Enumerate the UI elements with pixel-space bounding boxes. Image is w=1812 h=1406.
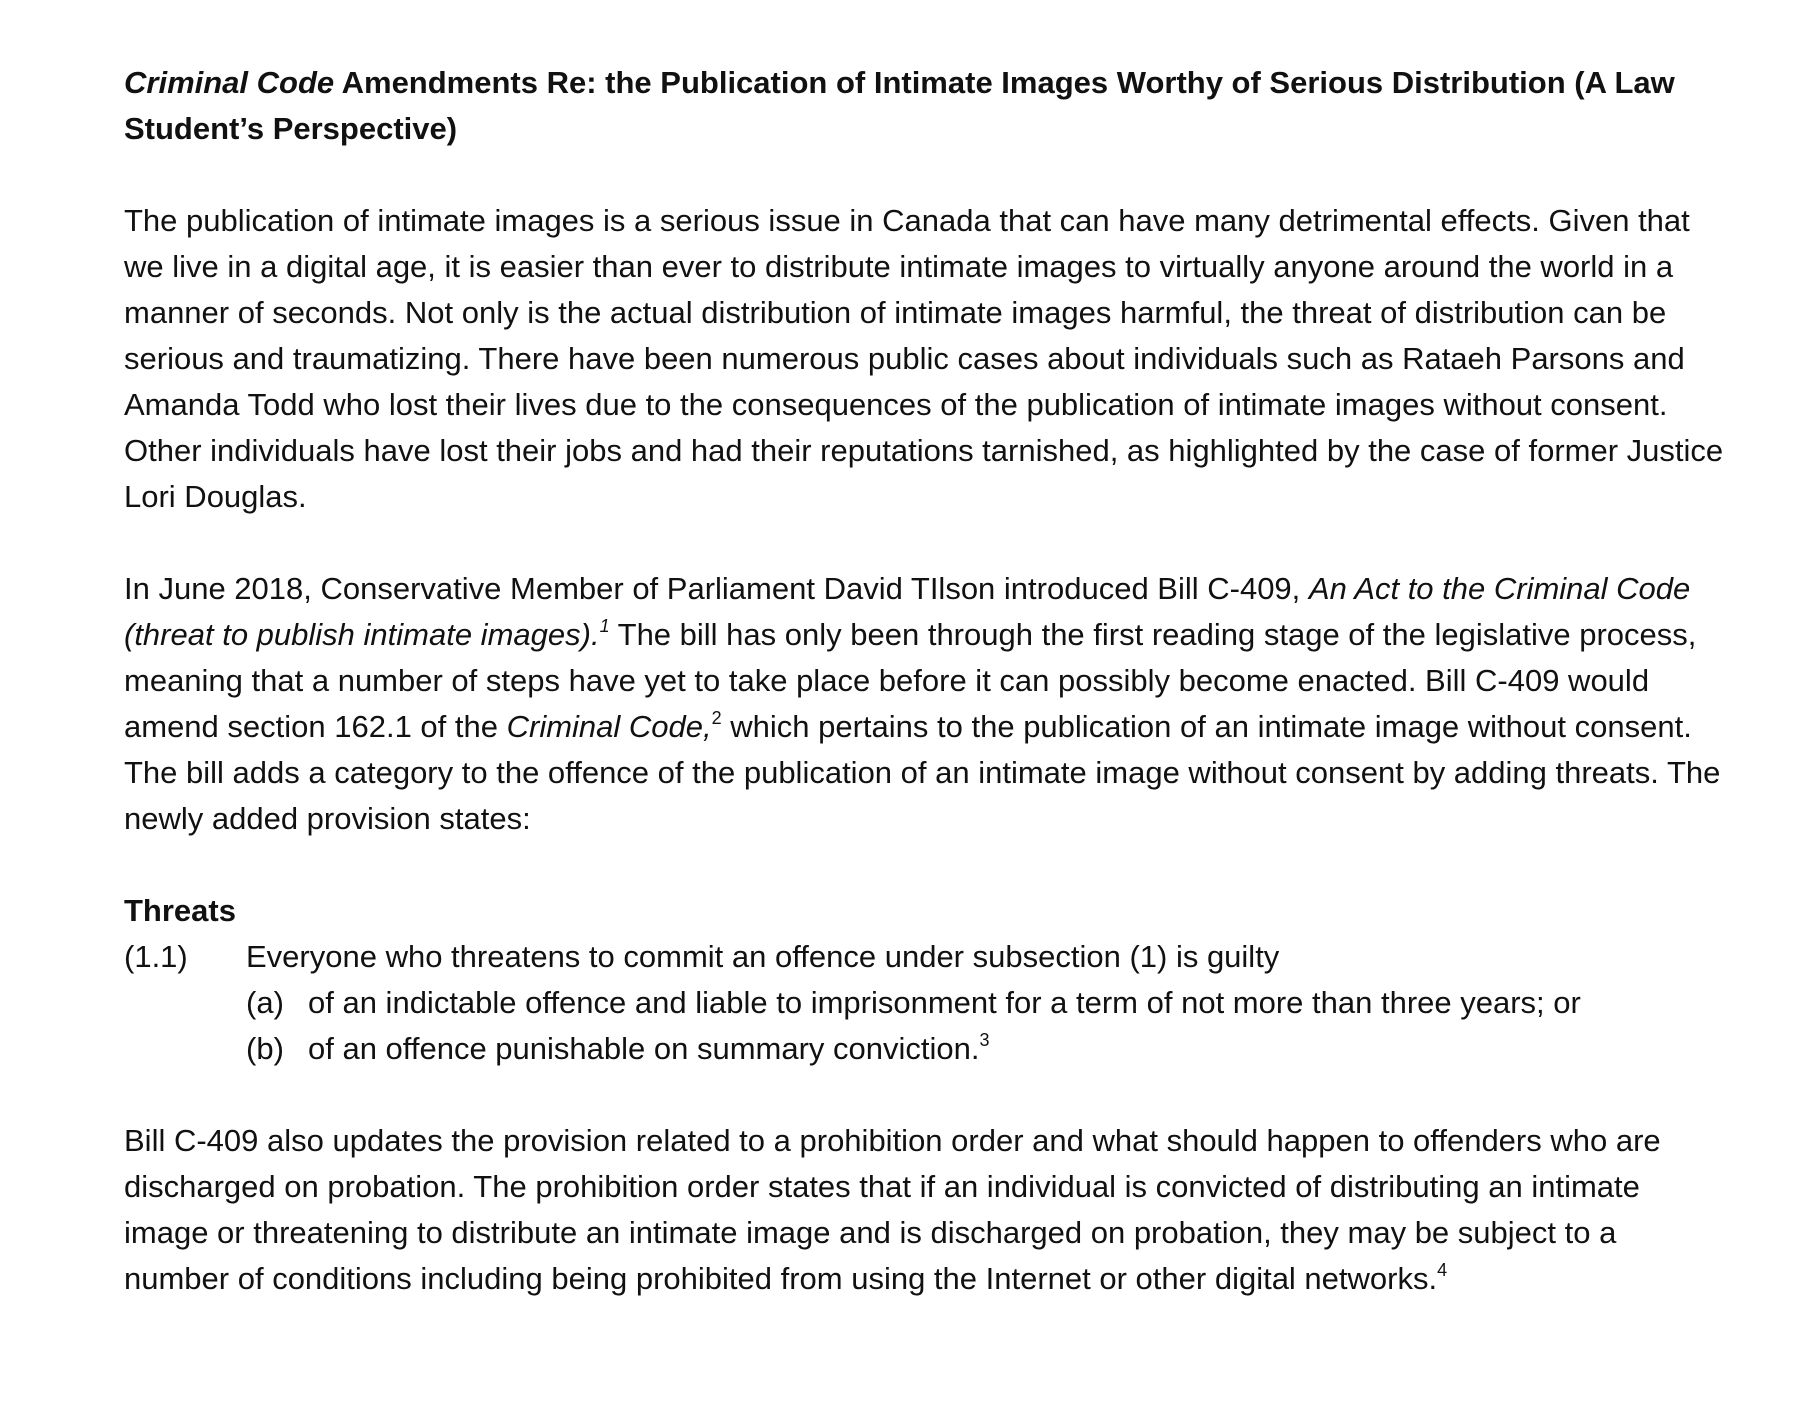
document-title — [124, 60, 1724, 152]
paragraph-prohibition-order — [124, 1118, 1724, 1302]
footnote-marker-2: 2 — [711, 707, 722, 728]
provision-block — [124, 934, 1724, 1072]
item-text-b — [308, 1026, 1724, 1072]
footnote-marker-1: 1 — [599, 615, 610, 636]
item-label-a: (a) — [246, 985, 284, 1020]
provision-row — [124, 934, 1724, 980]
provision-number: (1.1) — [124, 939, 188, 974]
closing-section — [124, 1118, 1724, 1302]
para2-text-2: The bill has only been through the first reading stage of the legislative process, meaning that a number of steps have yet to take place before it can possibly become enacted. Bill C-409 would amend section 162.1 of the — [124, 617, 1697, 744]
item-text-b-body: of an offence punishable on summary conviction. — [308, 1031, 980, 1066]
provision-item-a — [246, 980, 1724, 1026]
provision-items — [246, 980, 1724, 1072]
para3-text: Bill C-409 also updates the provision related to a prohibition order and what should happen to offenders who are discharged on probation. The prohibition order states that if an individual is convicted of distributing an intimate image or threatening to distribute an intimate image and is discharged on probation, they may be subject to a number of conditions including being prohibited from using the Internet or other digital networks. — [124, 1123, 1661, 1296]
provision-item-b — [246, 1026, 1724, 1072]
para2-text-1: In June 2018, Conservative Member of Parliament David TIlson introduced Bill C-409, — [124, 571, 1309, 606]
bill-title-italic: An Act to the Criminal Code (threat to publish intimate images). — [124, 571, 1691, 652]
paragraph-bill-introduction — [124, 566, 1724, 842]
item-label-b: (b) — [246, 1031, 284, 1066]
title-rest: Amendments Re: the Publication of Intimate Images Worthy of Serious Distribution (A Law Student’s Perspective) — [124, 65, 1675, 146]
document-page — [124, 60, 1724, 1302]
para2-text-3: which pertains to the publication of an intimate image without consent. The bill adds a category to the offence of the publication of an intimate image without consent by adding threats. The newly added provision states: — [124, 709, 1721, 836]
title-italic-part: Criminal Code — [124, 65, 335, 100]
paragraph-intro: The publication of intimate images is a serious issue in Canada that can have many detrimental effects. Given that we live in a digital age, it is easier than ever to distribute intimate images to virtually anyone around the world in a manner of seconds. Not only is the actual distribution of intimate images harmful, the threat of distribution can be serious and traumatizing. There have been numerous public cases about individuals such as Rataeh Parsons and Amanda Todd who lost their lives due to the consequences of the publication of intimate images without consent. Other individuals have lost their jobs and had their reputations tarnished, as highlighted by the case of former Justice Lori Douglas. — [124, 203, 1724, 514]
provision-lead: Everyone who threatens to commit an offence under subsection (1) is guilty — [246, 939, 1280, 974]
item-text-a: of an indictable offence and liable to imprisonment for a term of not more than three years; or — [308, 985, 1581, 1020]
footnote-marker-3: 3 — [979, 1029, 990, 1050]
footnote-marker-4: 4 — [1437, 1259, 1448, 1280]
threats-heading: Threats — [124, 893, 236, 928]
criminal-code-italic: Criminal Code, — [506, 709, 712, 744]
